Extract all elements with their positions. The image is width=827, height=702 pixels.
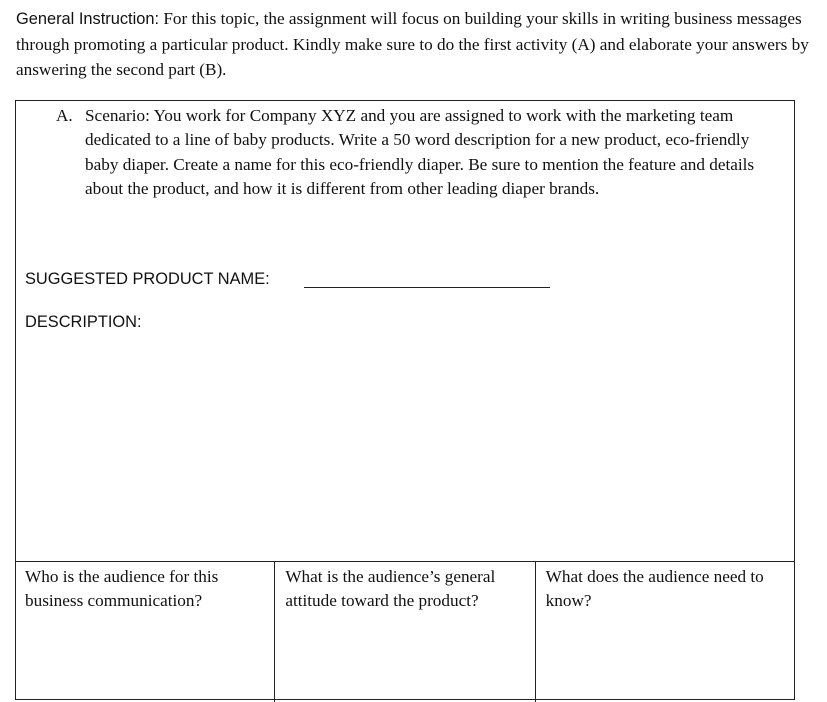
instruction-lead: General Instruction: — [16, 10, 160, 28]
description-label: DESCRIPTION: — [25, 313, 142, 331]
product-name-label: SUGGESTED PRODUCT NAME: — [25, 270, 270, 288]
audience-questions-table — [15, 561, 795, 702]
activity-box — [15, 100, 795, 700]
question-cell-attitude: What is the audience’s general attitude toward the product? — [274, 562, 534, 702]
instruction-text: For this topic, the assignment will focus on building your skills in writing business messages through promoting a particular product. Kindly make sure to do the first activity (A) and elaborate your answers by answering the second part (B). — [16, 9, 809, 79]
scenario-marker: A. — [56, 106, 73, 125]
scenario-item — [56, 104, 781, 202]
general-instruction — [16, 6, 816, 82]
question-cell-need-to-know: What does the audience need to know? — [535, 562, 795, 702]
scenario-text: Scenario: You work for Company XYZ and you are assigned to work with the marketing team dedicated to a line of baby products. Write a 50 word description for a new product, eco-friendly baby diaper. Create a name for this eco-friendly diaper. Be sure to mention the feature and details about the product, and how it is different from other leading diaper brands. — [85, 106, 755, 199]
question-cell-audience: Who is the audience for this business communication? — [25, 567, 219, 611]
product-name-blank[interactable] — [304, 287, 550, 288]
